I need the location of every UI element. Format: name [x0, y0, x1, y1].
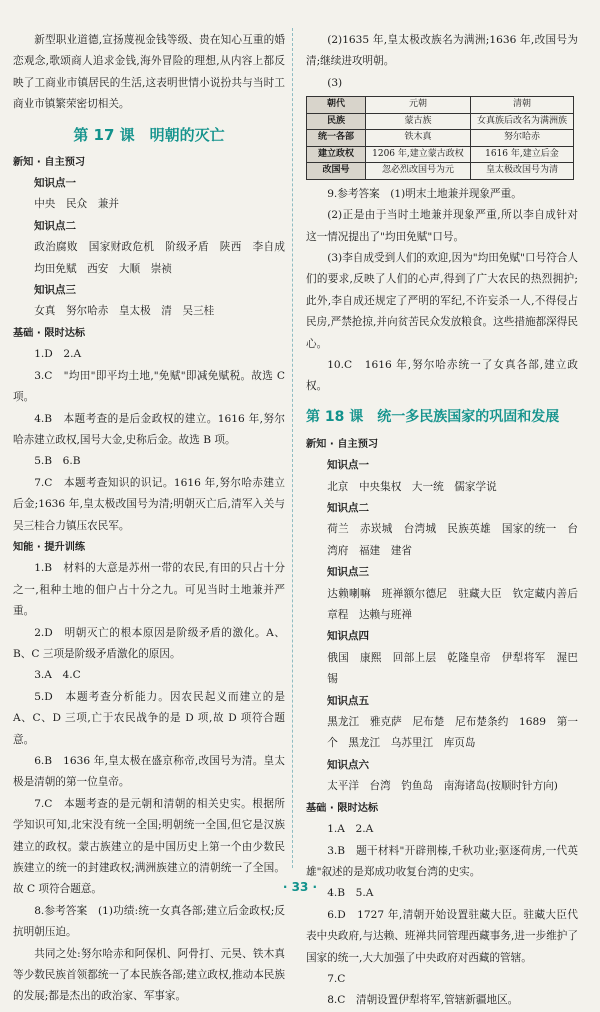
knowledge-point-2-text: 政治腐败 国家财政危机 阶级矛盾 陕西 李自成 均田免赋 西安 大顺 崇祯: [34, 241, 296, 275]
comparison-table: [306, 96, 574, 180]
table-header-cell: 统一各部: [307, 130, 366, 147]
answer-3: 3.C "均田"即平均土地,"免赋"即减免赋税。故选 C 项。: [13, 369, 285, 404]
table-cell: 努尔哈赤: [470, 130, 573, 147]
answer-7: 7.C 本题考查知识的识记。1616 年,努尔哈赤建立后金;1636 年,皇太极改国号为清;明朝灭亡后,清军入关与吴三桂合力镇压农民军。: [13, 476, 285, 532]
table-cell: 蒙古族: [366, 113, 471, 130]
column-divider: [292, 28, 293, 868]
answer-6: 6.D 1727 年,清朝开始设置驻藏大臣。驻藏大臣代表中央政府,与达赖、班禅共同管理西藏事务,进一步维护了国家的统一,大大加强了中央政府对西藏的管辖。: [306, 908, 578, 964]
knowledge-point-1: 知识点一: [34, 177, 76, 190]
table-row: [307, 163, 574, 180]
knowledge-point-3: 知识点三: [327, 566, 369, 579]
answer-8-part-2: (2)1635 年,皇太极改族名为满洲;1636 年,改国号为清;继续进攻明朝。: [306, 34, 578, 68]
right-column: [306, 30, 578, 1012]
answer-9-part-2: (2)正是由于当时土地兼并现象严重,所以李自成针对这一情况提出了"均田免赋"口号。: [306, 209, 578, 243]
table-row: [307, 146, 574, 163]
knowledge-point-2: 知识点二: [327, 502, 369, 514]
section-preview: 新知 · 自主预习: [306, 438, 379, 450]
knowledge-point-4-text: 俄国 康熙 回部上层 乾隆皇帝 伊犁将军 渥巴锡: [327, 651, 578, 686]
lesson-18-title: 第 18 课 统一多民族国家的巩固和发展: [306, 408, 560, 425]
knowledge-point-2: 知识点二: [34, 219, 76, 232]
lesson-17-title: 第 17 课 明朝的灭亡: [73, 125, 225, 144]
answer-8-part-3: (3): [327, 76, 343, 89]
table-header-cell: 朝代: [307, 97, 366, 114]
answer-4-5: 4.B 5.A: [327, 887, 374, 900]
ability-answer-2: 2.D 明朝灭亡的根本原因是阶级矛盾的激化。A、B、C 三项是阶级矛盾激化的原因。: [13, 626, 285, 660]
answer-9-part-3: (3)李自成受到人们的欢迎,因为"均田免赋"口号符合人们的要求,反映了人们的心声,得到了广大农民的热烈拥护;此外,李自成还规定了严明的军纪,不许妄杀一人,不得侵占民房,严禁抢掠,并向贫苦民众发放粮食。这些措施都深得民心。: [306, 251, 578, 350]
ability-answer-5: 5.D 本题考查分析能力。因农民起义而建立的是 A、C、D 三项,亡于农民战争的是 D 项,故 D 项符合题意。: [13, 690, 285, 746]
ability-answer-7: 7.C 本题考查的是元朝和清朝的相关史实。根据所学知识可知,北宋没有统一全国;明朝统一全国,但它是汉族建立的政权。蒙古族建立的是中国历史上第一个由少数民族建立的统一的封建政权;满洲族建立的清朝统一了全国。故 C 项符合题意。: [13, 797, 285, 896]
knowledge-point-6: 知识点六: [327, 758, 369, 771]
knowledge-point-5: 知识点五: [327, 694, 369, 707]
continued-paragraph: 新型职业道德,宣扬蔑视金钱等级、贵在知心互重的婚恋观念,歌颂商人追求金钱,海外冒险的理想,从内容上都反映了工商业市镇居民的生活,这表明世情小说扮共与当时工商业市镇繁荣密切相关。: [13, 34, 285, 111]
knowledge-point-5-text: 黑龙江 雅克萨 尼布楚 尼布楚条约 1689 第一个 黑龙江 乌苏里江 库页岛: [327, 716, 578, 750]
ability-answer-1: 1.B 材料的大意是苏州一带的农民,有田的只占十分之一,租种土地的佃户占十分之九。可见当时土地兼并严重。: [13, 562, 285, 618]
table-cell: 元朝: [366, 97, 471, 114]
answer-9: 9.参考答案 (1)明末土地兼并现象严重。: [327, 187, 522, 200]
table-cell: 清朝: [470, 97, 573, 114]
table-cell: 皇太极改国号为清: [470, 163, 573, 180]
table-cell: 铁木真: [366, 130, 471, 147]
answer-5-6: 5.B 6.B: [34, 455, 81, 468]
ability-answer-3-4: 3.A 4.C: [34, 669, 81, 682]
knowledge-point-1-text: 中央 民众 兼并: [34, 198, 119, 211]
table-header-cell: 改国号: [307, 163, 366, 180]
knowledge-point-1-text: 北京 中央集权 大一统 儒家学说: [327, 480, 497, 493]
section-basic: 基础 · 限时达标: [306, 802, 379, 814]
knowledge-point-3-text: 女真 努尔哈赤 皇太极 清 吴三桂: [34, 305, 215, 318]
table-cell: 女真族后改名为满洲族: [470, 113, 573, 130]
ability-answer-8: 8.参考答案 (1)功绩:统一女真各部;建立后金政权;反抗明朝压迫。: [13, 904, 285, 939]
ability-answer-6: 6.B 1636 年,皇太极在盛京称帝,改国号为清。皇太极是清朝的第一位皇帝。: [13, 755, 285, 789]
knowledge-point-1: 知识点一: [327, 459, 369, 472]
table-cell: 1616 年,建立后金: [470, 146, 573, 163]
page-number: · 33 ·: [282, 880, 318, 894]
section-basic: 基础 · 限时达标: [13, 327, 86, 339]
ability-answer-8-continued: 共同之处:努尔哈赤和阿保机、阿骨打、元昊、铁木真等少数民族首领都统一了本民族各部;建立政权,推动本民族的发展;都是杰出的政治家、军事家。: [13, 947, 285, 1003]
answer-1-2: 1.D 2.A: [34, 348, 82, 361]
table-header-cell: 建立政权: [307, 146, 366, 163]
table-cell: 1206 年,建立蒙古政权: [366, 146, 471, 163]
knowledge-point-3-text: 达赖喇嘛 班禅额尔德尼 驻藏大臣 钦定藏内善后章程 达赖与班禅: [327, 587, 578, 622]
knowledge-point-3: 知识点三: [34, 284, 76, 297]
answer-1-2: 1.A 2.A: [327, 823, 374, 836]
answer-10: 10.C 1616 年,努尔哈赤统一了女真各部,建立政权。: [306, 358, 578, 393]
table-cell: 忽必烈改国号为元: [366, 163, 471, 180]
answer-3: 3.B 题干材料"开辟荆榛,千秋功业;驱逐荷虏,一代英雄"叙述的是郑成功收复台湾的史实。: [306, 844, 578, 878]
answer-7: 7.C: [327, 972, 346, 985]
answer-8: 8.C 清朝设置伊犁将军,管辖新疆地区。: [327, 994, 519, 1007]
table-row: [307, 130, 574, 147]
knowledge-point-4: 知识点四: [327, 630, 369, 643]
table-row: [307, 97, 574, 114]
answer-4: 4.B 本题考查的是后金政权的建立。1616 年,努尔哈赤建立政权,国号大金,史称后金。故选 B 项。: [13, 412, 285, 446]
left-column: [13, 30, 296, 1008]
knowledge-point-6-text: 太平洋 台湾 钓鱼岛 南海诸岛(按顺时针方向): [327, 780, 558, 793]
table-header-cell: 民族: [307, 113, 366, 130]
section-preview: 新知 · 自主预习: [13, 156, 86, 168]
section-ability: 知能 · 提升训练: [13, 541, 86, 553]
table-row: [307, 113, 574, 130]
knowledge-point-2-text: 荷兰 赤崁城 台湾城 民族英雄 国家的统一 台湾府 福建 建省: [327, 523, 578, 557]
